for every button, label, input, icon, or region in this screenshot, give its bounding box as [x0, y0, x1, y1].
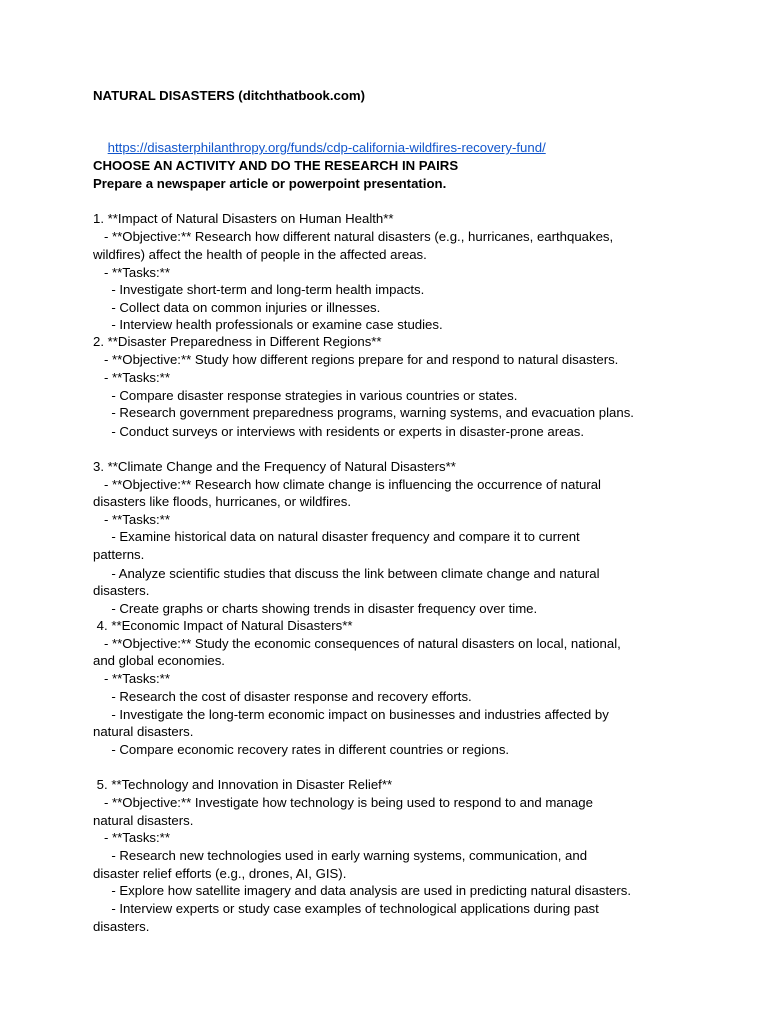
- fund-link[interactable]: https://disasterphilanthropy.org/funds/cdp-california-wildfires-recovery-fund/: [107, 140, 546, 155]
- body-line: - **Tasks:**: [93, 370, 170, 385]
- body-line: - Interview health professionals or examine case studies.: [93, 317, 443, 332]
- body-line: - Investigate short-term and long-term health impacts.: [93, 282, 425, 297]
- body-line: - Interview experts or study case examples of technological applications during past: [93, 901, 599, 916]
- body-line: - Research government preparedness programs, warning systems, and evacuation plans.: [93, 405, 634, 420]
- body-line: 5. **Technology and Innovation in Disaster Relief**: [93, 777, 393, 792]
- body-line: disaster relief efforts (e.g., drones, AI, GIS).: [93, 866, 347, 881]
- body-line: - Research the cost of disaster response and recovery efforts.: [93, 689, 472, 704]
- body-line: natural disasters.: [93, 813, 194, 828]
- body-line: - Examine historical data on natural disaster frequency and compare it to current: [93, 529, 580, 544]
- body-line: - **Tasks:**: [93, 671, 170, 686]
- activity-heading: CHOOSE AN ACTIVITY AND DO THE RESEARCH IN PAIRS: [93, 158, 459, 173]
- body-line: 4. **Economic Impact of Natural Disasters**: [93, 618, 353, 633]
- body-line: disasters.: [93, 919, 150, 934]
- body-line: - **Objective:** Study how different regions prepare for and respond to natural disasters.: [93, 352, 619, 367]
- body-line: - Compare economic recovery rates in different countries or regions.: [93, 742, 510, 757]
- body-line: - **Tasks:**: [93, 512, 170, 527]
- body-line: - Investigate the long-term economic impact on businesses and industries affected by: [93, 707, 609, 722]
- body-line: 1. **Impact of Natural Disasters on Human Health**: [93, 211, 394, 226]
- body-line: - **Objective:** Research how climate change is influencing the occurrence of natural: [93, 477, 601, 492]
- body-line: - **Objective:** Investigate how technology is being used to respond to and manage: [93, 795, 593, 810]
- body-line: - Research new technologies used in early warning systems, communication, and: [93, 848, 588, 863]
- body-line: wildfires) affect the health of people in the affected areas.: [93, 247, 427, 262]
- body-line: - **Objective:** Research how different natural disasters (e.g., hurricanes, earthquakes,: [93, 229, 614, 244]
- body-line: - **Tasks:**: [93, 830, 170, 845]
- body-line: 2. **Disaster Preparedness in Different Regions**: [93, 334, 382, 349]
- body-line: - Collect data on common injuries or illnesses.: [93, 300, 381, 315]
- activity-subheading: Prepare a newspaper article or powerpoint presentation.: [93, 176, 447, 191]
- body-line: - **Objective:** Study the economic consequences of natural disasters on local, national,: [93, 636, 621, 651]
- body-line: 3. **Climate Change and the Frequency of Natural Disasters**: [93, 459, 456, 474]
- body-line: - Analyze scientific studies that discuss the link between climate change and natural: [93, 566, 600, 581]
- body-line: disasters.: [93, 583, 150, 598]
- body-line: disasters like floods, hurricanes, or wildfires.: [93, 494, 351, 509]
- body-line: - Compare disaster response strategies in various countries or states.: [93, 388, 518, 403]
- body-line: and global economies.: [93, 653, 225, 668]
- body-line: patterns.: [93, 547, 145, 562]
- body-line: natural disasters.: [93, 724, 194, 739]
- body-line: - **Tasks:**: [93, 265, 170, 280]
- document-title: NATURAL DISASTERS (ditchthatbook.com): [93, 88, 366, 103]
- body-line: - Conduct surveys or interviews with residents or experts in disaster-prone areas.: [93, 424, 585, 439]
- body-line: - Create graphs or charts showing trends in disaster frequency over time.: [93, 601, 538, 616]
- body-line: - Explore how satellite imagery and data analysis are used in predicting natural disasters.: [93, 883, 632, 898]
